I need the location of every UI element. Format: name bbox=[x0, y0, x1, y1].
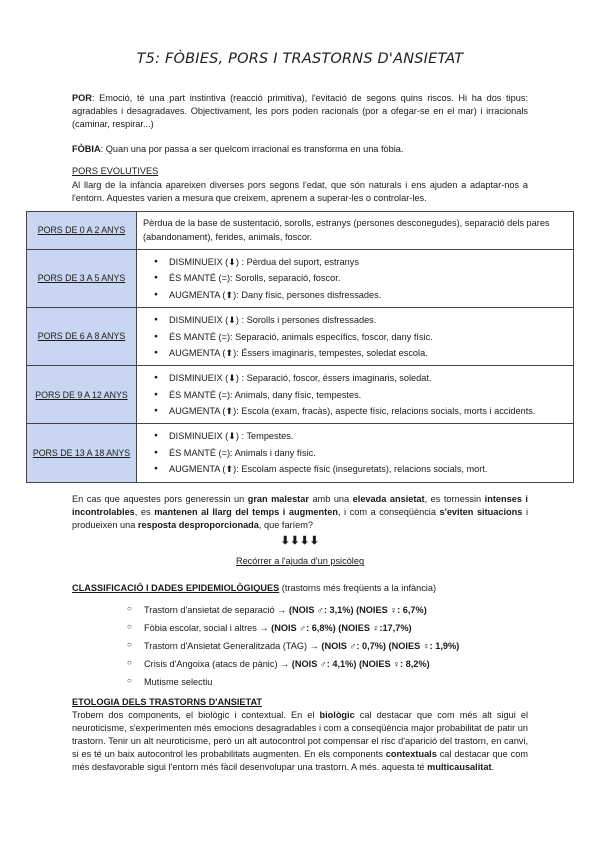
text-run: En cas que aquestes pors generessin un bbox=[72, 493, 248, 504]
girls-rate: (NOIES ♀: 6,7%) bbox=[356, 605, 427, 616]
list-item: ● DISMINUEIX (⬇) : Separació, foscor, éssers imaginaris, soledat. bbox=[169, 370, 568, 386]
bold-run: resposta desproporcionada bbox=[137, 519, 259, 530]
definition-por bbox=[72, 92, 528, 131]
bold-run: mantenen al llarg del temps i augmenten bbox=[154, 506, 338, 517]
text-run: , es tornessin bbox=[424, 493, 485, 504]
text-run: . bbox=[491, 762, 495, 773]
list-item: ○ Mutisme selectiu bbox=[144, 675, 528, 690]
description-cell bbox=[137, 250, 574, 308]
page-title: T5: FÒBIES, PORS I TRASTORNS D'ANSIETAT bbox=[136, 51, 464, 67]
girls-rate: (NOIES ♀: 8,2%) bbox=[358, 659, 430, 670]
age-cell: PORS DE 0 A 2 ANYS bbox=[27, 212, 137, 250]
bold-run: intenses i incontrolables bbox=[72, 493, 528, 517]
bold-run: s'eviten situacions bbox=[439, 506, 523, 517]
list-item: ● ÉS MANTÉ (=): Separació, animals específics, foscor, dany físic. bbox=[169, 329, 568, 345]
heading-classification: CLASSIFICACIÓ I DADES EPIDEMIOLÒGIQUES bbox=[72, 583, 280, 594]
classification-heading bbox=[72, 582, 528, 595]
heading-classification-note: (trastorns més freqüents a la infància) bbox=[279, 583, 437, 594]
disorder-name: Trastorn d'Ansietat Generalitzada (TAG) → bbox=[144, 641, 322, 652]
bold-run: multicausalitat bbox=[427, 762, 492, 773]
table-row bbox=[27, 212, 574, 250]
description-cell bbox=[137, 308, 574, 366]
list-item: ● ÉS MANTÉ (=): Animals i dany físic. bbox=[169, 445, 568, 461]
term-fobia: FÒBIA bbox=[72, 143, 101, 154]
bold-run: elevada ansietat bbox=[352, 493, 425, 504]
boys-rate: (NOIS ♂: 4,1%) bbox=[291, 659, 357, 670]
text-run: cal destacar que com més alt sigui el neuroticisme, s'experimenten més emocions desagradables i com a conseqüència major probabilitat de patir un trastorn. Tenir un alt neuroticisme, però un alt autocontrol pot compensar el risc d'aparició del trastorn, en canvi, si es té un baix autocontrol les probabilitats augmenten. En els components bbox=[72, 710, 528, 760]
list-item: ● ÉS MANTÉ (=): Animals, dany físic, tempestes. bbox=[169, 387, 568, 403]
change-list bbox=[143, 312, 568, 361]
list-item: ● AUGMENTA (⬆): Éssers imaginaris, tempestes, soledat escola. bbox=[169, 345, 568, 361]
definition-fobia bbox=[72, 143, 528, 156]
age-cell: PORS DE 3 A 5 ANYS bbox=[27, 250, 137, 308]
definition-fobia-text: : Quan una por passa a ser quelcom irracional es transforma en una fòbia. bbox=[100, 143, 404, 154]
boys-rate: (NOIS ♂: 3,1%) bbox=[288, 605, 354, 616]
age-cell: PORS DE 6 A 8 ANYS bbox=[27, 308, 137, 366]
girls-rate: (NOIES ♀:17,7%) bbox=[338, 623, 412, 634]
list-item bbox=[144, 603, 528, 618]
bold-run: contextuals bbox=[385, 749, 437, 760]
boys-rate: (NOIS ♂: 6,8%) bbox=[271, 623, 336, 634]
table-row bbox=[27, 424, 574, 482]
text-run: , i com a conseqüència bbox=[337, 506, 440, 517]
table-row bbox=[27, 366, 574, 424]
age-fears-table bbox=[26, 211, 574, 483]
list-item: ● AUGMENTA (⬆): Escola (exam, fracàs), aspecte físic, relacions socials, morts i accidents. bbox=[169, 403, 568, 419]
paragraph-pors-evolutives: Al llarg de la infància apareixen diverses pors segons l'edat, que són naturals i ens ajuden a adaptar-nos a l'entorn. Aquestes varien a mesura que creixem, aprenem a superar-les o controlar-les. bbox=[72, 179, 528, 203]
list-item: ● DISMINUEIX (⬇) : Sorolls i persones disfressades. bbox=[169, 312, 568, 328]
age-cell: PORS DE 13 A 18 ANYS bbox=[27, 424, 137, 482]
boys-rate: (NOIS ♂: 0,7%) bbox=[321, 641, 386, 652]
paragraph-etiology bbox=[72, 709, 528, 774]
list-item bbox=[144, 657, 528, 672]
description-cell bbox=[137, 366, 574, 424]
down-arrows-icon: ⬇⬇⬇⬇ bbox=[280, 534, 320, 547]
heading-pors-evolutives: PORS EVOLUTIVES bbox=[72, 165, 159, 176]
age-cell: PORS DE 9 A 12 ANYS bbox=[27, 366, 137, 424]
recourse-line: Recórrer a l'ajuda d'un psicòleg bbox=[235, 556, 365, 567]
term-por: POR bbox=[72, 92, 92, 103]
definition-por-text: : Emoció, té una part instintiva (reacció primitiva), l'evitació de segons quins riscos. Hi ha dos tipus: agradables i desagradaves. Objectivament, les pors poden racionals (por a ofegar-se en el mar) i irracionals (caminar, respirar...) bbox=[72, 92, 528, 129]
text-run: , es bbox=[134, 506, 155, 517]
girls-rate: (NOIES ♀: 1,9%) bbox=[388, 641, 460, 652]
text-run: Trobem dos components, el biològic i contextual. En el bbox=[72, 710, 320, 721]
bold-run: biològic bbox=[319, 710, 355, 721]
disorder-name: Fòbia escolar, social i altres → bbox=[144, 623, 272, 634]
list-item: ● ÉS MANTÉ (=): Sorolls, separació, foscor. bbox=[169, 270, 568, 286]
disorder-name: Crisis d'Angoixa (atacs de pànic) → bbox=[144, 659, 292, 670]
list-item: ● AUGMENTA (⬆): Dany físic, persones disfressades. bbox=[169, 287, 568, 303]
description-cell bbox=[137, 424, 574, 482]
description-cell: Pèrdua de la base de sustentació, sorolls, estranys (persones desconegudes), separació dels pares (abandonament), ferides, animals, foscor. bbox=[137, 212, 574, 250]
table-row bbox=[27, 250, 574, 308]
change-list bbox=[143, 370, 568, 419]
disorder-list bbox=[72, 603, 528, 690]
change-list bbox=[143, 428, 568, 477]
text-run: amb una bbox=[308, 493, 353, 504]
disorder-name: Trastorn d'ansietat de separació → bbox=[144, 605, 289, 616]
heading-etiology: ETOLOGIA DELS TRASTORNS D'ANSIETAT bbox=[72, 696, 263, 707]
table-row bbox=[27, 308, 574, 366]
text-run: i produeixen una bbox=[72, 506, 528, 530]
list-item: ● DISMINUEIX (⬇) : Pèrdua del suport, estranys bbox=[169, 254, 568, 270]
list-item: ● AUGMENTA (⬆): Escolam aspecte físic (inseguretats), relacions socials, mort. bbox=[169, 461, 568, 477]
list-item bbox=[144, 639, 528, 654]
bold-run: gran malestar bbox=[247, 493, 309, 504]
list-item bbox=[144, 621, 528, 636]
text-run: , que faríem? bbox=[258, 519, 314, 530]
paragraph-after-table bbox=[72, 493, 528, 532]
list-item: ● DISMINUEIX (⬇) : Tempestes. bbox=[169, 428, 568, 444]
text-run: cal destacar que com més desfavorable sigui l'entorn més fàcil desenvolupar una trastorn. A més. aquesta té bbox=[72, 749, 528, 773]
change-list bbox=[143, 254, 568, 303]
